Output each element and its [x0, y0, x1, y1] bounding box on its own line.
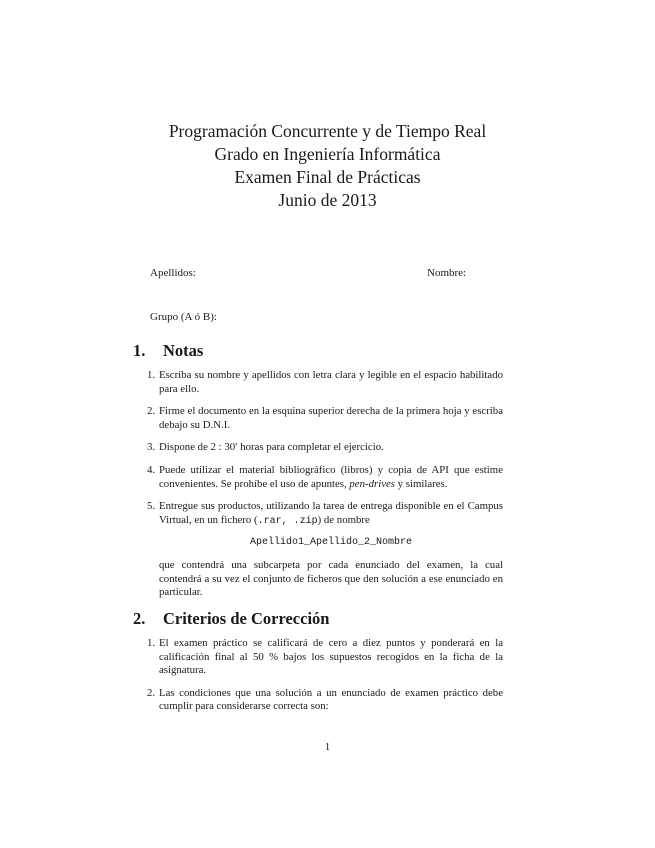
list-item: 5. Entregue sus productos, utilizando la tarea de entrega disponible en el Campus Virtual, en un fichero (.rar, .zip) de nombre Apellido1_Apellido_2_Nombre que contendrá una subcarpeta por cada enunciado del examen, la cual contendrá a su vez el conjunto de ficheros que den solución a ese enunciado en particular.	[147, 500, 503, 599]
list-item: 1. El examen práctico se calificará de cero a diez puntos y ponderará en la calificación final al 50 % bajos los supuestos recogidos en la ficha de la asignatura.	[147, 637, 503, 677]
nombre-label: Nombre:	[427, 267, 467, 279]
section-title: Notas	[163, 341, 204, 360]
grupo-label: Grupo (A ó B):	[150, 311, 217, 323]
list-item: 4. Puede utilizar el material bibliográfico (libros) y copia de API que estime convenientes. Se prohíbe el uso de apuntes, pen-drives y similares.	[147, 463, 503, 490]
list-item: 3. Dispone de 2 : 30′ horas para completar el ejercicio.	[147, 441, 384, 454]
notas-list	[147, 369, 503, 609]
page-number: 1	[324, 741, 331, 753]
section-number: 1.	[133, 341, 146, 360]
list-item: 2. Las condiciones que una solución a un enunciado de examen práctico debe cumplir para considerarse correcta son:	[147, 686, 503, 713]
course-title: Programación Concurrente y de Tiempo Real	[168, 121, 487, 141]
section-number: 2.	[133, 609, 146, 628]
section-title: Criterios de Corrección	[163, 609, 330, 628]
file-extensions: .rar, .zip	[257, 515, 318, 527]
exam-header	[0, 120, 655, 212]
filename-format: Apellido1_Apellido_2_Nombre	[249, 537, 413, 549]
exam-type: Examen Final de Prácticas	[234, 167, 421, 187]
apellidos-label: Apellidos:	[150, 267, 196, 279]
list-item: 1. Escriba su nombre y apellidos con letra clara y legible en el espacio habilitado para ello.	[147, 369, 503, 395]
exam-date: Junio de 2013	[278, 190, 377, 210]
section-notas-heading	[133, 341, 203, 361]
list-item: 2. Firme el documento en la esquina superior derecha de la primera hoja y escriba debajo su D.N.I.	[147, 405, 503, 431]
criterios-list	[147, 637, 503, 723]
degree-title: Grado en Ingeniería Informática	[214, 144, 441, 164]
section-criterios-heading	[133, 609, 329, 629]
